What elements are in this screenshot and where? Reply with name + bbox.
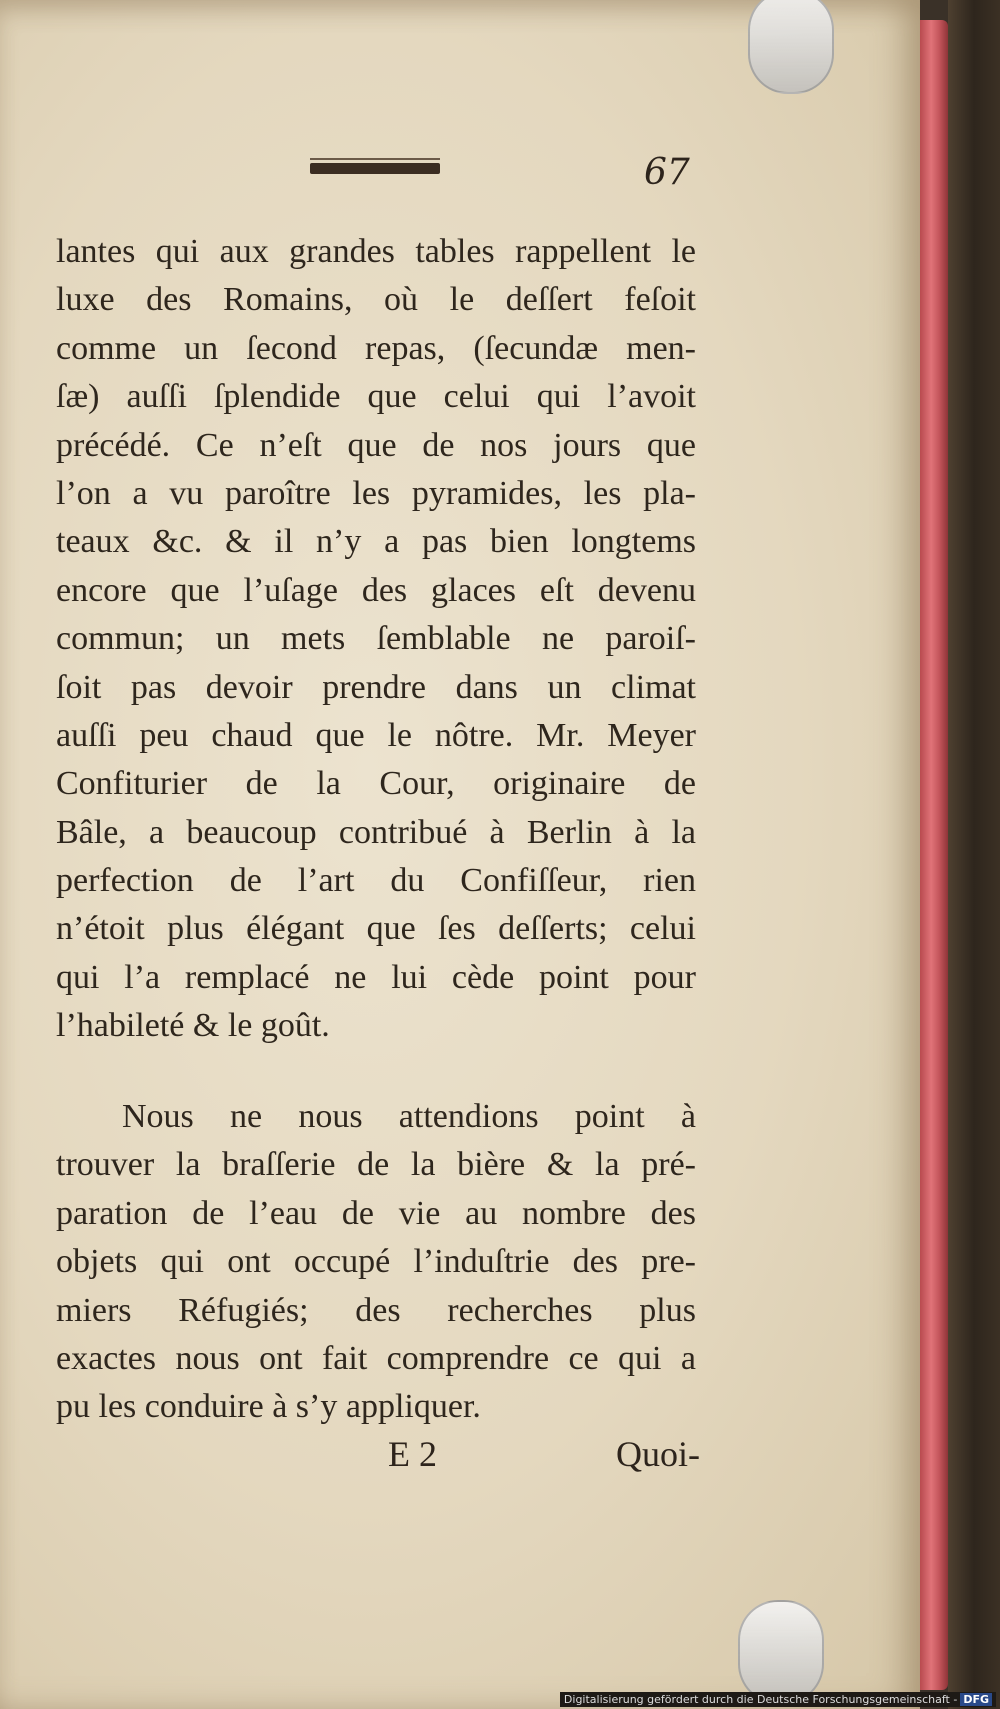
text-line: auſſi peu chaud que le nôtre. Mr. Meyer [56, 716, 696, 754]
text-line: trouver la braſſerie de la bière & la pré- [56, 1146, 696, 1184]
text-line: exactes nous ont fait comprendre ce qui a [56, 1339, 696, 1377]
text-line: Confiturier de la Cour, originaire de [56, 765, 696, 803]
text-line: lantes qui aux grandes tables rappellent le [56, 233, 696, 270]
text-line: ſæ) auſſi ſplendide que celui qui l’avoit [56, 378, 696, 416]
text-line: Bâle, a beaucoup contribué à Berlin à la [56, 813, 696, 851]
text-line: n’étoit plus élégant que ſes deſſerts; celui [56, 910, 696, 948]
page-edges-red [920, 20, 948, 1690]
text-line: teaux &c. & il n’y a pas bien longtems [56, 523, 696, 561]
paragraph-2 [56, 1093, 696, 1432]
text-line: comme un ſecond repas, (ſecundæ men- [56, 329, 696, 367]
dfg-logo: DFG [960, 1693, 992, 1706]
page-clip-bottom [738, 1600, 824, 1704]
text-line: encore que l’uſage des glaces eſt devenu [56, 571, 696, 609]
text-line: précédé. Ce n’eſt que de nos jours que [56, 426, 696, 464]
digitization-credit [560, 1692, 996, 1707]
text-line: Nous ne nous attendions point à [122, 1098, 696, 1135]
credit-text: Digitalisierung gefördert durch die Deutsche Forschungsgemeinschaft - [563, 1693, 958, 1706]
text-line: paration de l’eau de vie au nombre des [56, 1194, 696, 1232]
text-line: ſoit pas devoir prendre dans un climat [56, 668, 696, 706]
header-rule [310, 163, 440, 174]
book-cover-edge [948, 0, 1000, 1709]
paragraph-1 [56, 228, 696, 1051]
page-clip-top [748, 0, 834, 94]
text-line: luxe des Romains, où le deſſert feſoit [56, 281, 696, 319]
text-line: objets qui ont occupé l’induſtrie des pre- [56, 1243, 696, 1281]
catchword: Quoi- [616, 1434, 700, 1474]
signature-mark: E 2 [388, 1434, 437, 1474]
page-number: 67 [644, 152, 690, 193]
text-line: perfection de l’art du Confiſſeur, rien [56, 862, 696, 900]
text-line: pu les conduire à s’y appliquer. [56, 1388, 481, 1426]
text-line: miers Réfugiés; des recherches plus [56, 1291, 696, 1329]
text-line: commun; un mets ſemblable ne paroiſ- [56, 620, 696, 658]
text-line: qui l’a remplacé ne lui cède point pour [56, 958, 696, 996]
text-line: l’habileté & le goût. [56, 1007, 330, 1045]
text-line: l’on a vu paroître les pyramides, les pla- [56, 474, 696, 512]
